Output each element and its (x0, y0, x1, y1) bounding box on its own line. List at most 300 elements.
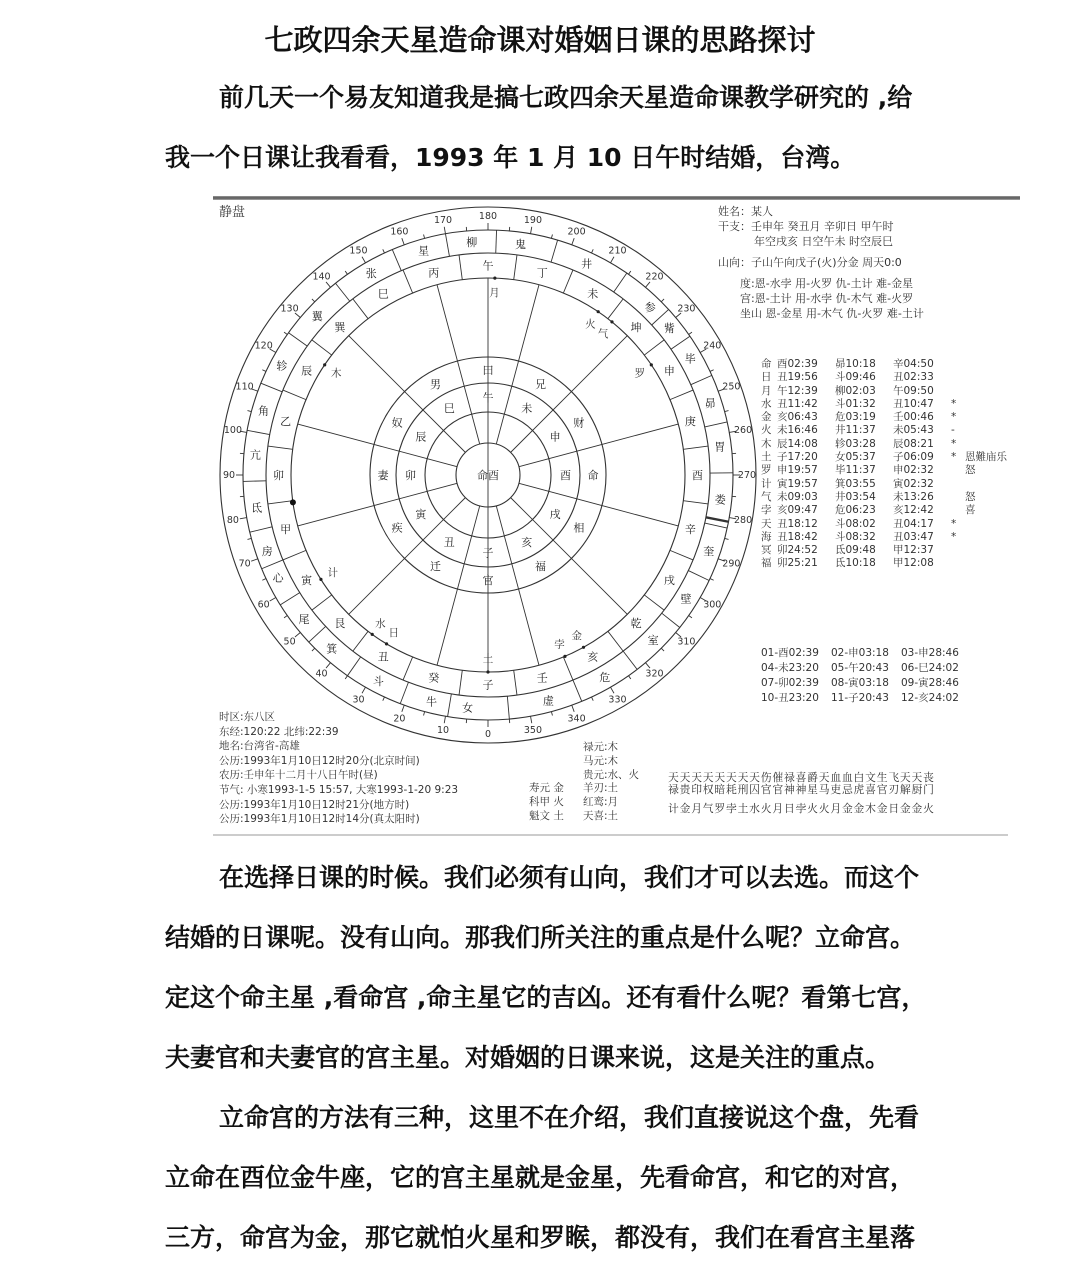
palace-label: 疾 (391, 521, 403, 535)
planet-cell-b: 毕11:37 (835, 464, 876, 477)
stem-branch-divider (268, 501, 293, 504)
house-cusp: 01-酉02:39 (761, 647, 819, 659)
planet-cell-a: 卯24:52 (777, 544, 818, 557)
stem-branch-label: 戌 (663, 573, 675, 587)
mansion-divider (309, 626, 326, 642)
shanxiang-line: 山向：子山午向戊子(火)分金 周天0:0 (718, 256, 902, 269)
planet-row (761, 504, 1025, 517)
mansion-divider (392, 249, 401, 270)
mansion-divider (335, 283, 349, 301)
planet-cell-a: 未09:03 (777, 490, 818, 503)
yuan-key: 羊刃: (583, 782, 608, 795)
stem-branch-label: 庚 (684, 414, 696, 428)
planet-cell-a: 亥09:47 (777, 504, 818, 517)
planet-cell-a: 午12:39 (777, 384, 818, 397)
planet-table (761, 358, 1025, 571)
location-line: 地名:台湾省-高雄 (219, 740, 300, 753)
planet-row (761, 518, 1025, 531)
degree-label: 190 (523, 214, 543, 226)
planet-cell-a: 酉02:39 (777, 358, 818, 370)
planet-cell-mark: * (951, 530, 957, 543)
stem-branch-divider (459, 670, 462, 695)
degree-tick (383, 249, 385, 253)
degree-tick (661, 648, 664, 651)
yuan-item (583, 796, 639, 810)
degree-tick (295, 632, 300, 636)
mansion-divider (243, 481, 266, 482)
stem-branch-label: 午 (482, 259, 494, 273)
degree-tick (531, 227, 532, 234)
palace-label: 福 (535, 559, 546, 573)
degree-label: 90 (222, 470, 236, 481)
yuan-key: 魁文 (529, 810, 554, 822)
house-row (761, 661, 971, 676)
house-cusp: 08-寅03:18 (831, 677, 889, 689)
house-spoke-inner (405, 498, 466, 559)
mansion-divider (347, 657, 360, 676)
intro-line: 前几天一个易友知道我是搞七政四余天星造命课教学研究的 ,给 (219, 83, 913, 112)
mansion-divider (280, 593, 300, 605)
planet-cell-c: 丑10:47 (893, 397, 934, 410)
house-cusp: 03-申28:46 (901, 647, 959, 659)
planet-dot (323, 363, 326, 366)
palace-label: 兄 (535, 378, 546, 392)
paragraph-3 (165, 1088, 975, 1268)
chart-header (718, 204, 924, 321)
planet-cell-note: 怒 (965, 490, 976, 503)
stem-branch-label: 卯 (273, 469, 284, 482)
planet-cell-a: 子17:20 (777, 451, 818, 464)
document-title: 七政四余天星造命课对婚姻日课的思路探讨 (264, 23, 816, 57)
planet-cell-b: 柳02:03 (835, 384, 876, 397)
stem-branch-label: 寅 (301, 573, 313, 587)
house-spoke-inner (457, 361, 479, 444)
planet-cell-star: 冥 (761, 544, 772, 557)
mansion-label: 张 (365, 266, 377, 280)
mansion-divider (261, 383, 282, 392)
degree-tick (362, 257, 366, 263)
paragraph-line: 三方，命宫为金，那它就怕火星和罗睺，都没有，我们在看宫主星落 (165, 1223, 916, 1252)
degree-label: 240 (703, 340, 722, 352)
degree-label: 20 (393, 713, 406, 725)
degree-label: 140 (312, 271, 331, 283)
mansion-label: 胃 (714, 440, 726, 454)
stem-branch-label: 申 (663, 364, 675, 378)
stem-branch-label: 壬 (536, 671, 548, 685)
degree-tick (247, 538, 251, 539)
degree-tick (362, 687, 366, 693)
paragraph-line: 立命宫的方法有三种，这里不在介绍，我们直接说这个盘，先看 (219, 1103, 920, 1132)
degree-tick (645, 663, 649, 668)
palace-label: 男 (430, 378, 441, 392)
stem-branch-label: 丙 (428, 266, 440, 280)
inner-branch-label: 丑 (443, 536, 455, 550)
paragraph-2 (165, 848, 975, 1088)
planet-row (761, 385, 1025, 398)
house-cusp-table (761, 646, 971, 706)
planet-cell-a: 丑18:12 (777, 517, 818, 530)
planet-cell-star: 海 (761, 530, 772, 543)
planet-cell-b: 斗09:46 (835, 371, 876, 384)
planet-cell-star: 水 (761, 397, 772, 410)
house-cusp: 06-巳24:02 (901, 662, 959, 674)
degree-tick (312, 648, 315, 651)
mansion-divider (705, 523, 727, 528)
degree-tick (611, 687, 615, 693)
yuan-item (583, 810, 639, 824)
paragraph-line: 在选择日课的时候。我们必须有山向，我们才可以去选。而这个 (219, 863, 920, 892)
location-line: 公历:1993年1月10日12时21分(地方时) (219, 798, 410, 811)
stem-branch-label: 丁 (536, 266, 548, 280)
degree-label: 340 (567, 713, 586, 725)
planet-cell-b: 昴10:18 (835, 358, 876, 370)
house-cusp: 10-丑23:20 (761, 692, 819, 704)
mansion-label: 角 (258, 404, 270, 418)
degree-tick (444, 227, 445, 234)
degree-label: 300 (703, 599, 722, 611)
planet-cell-mark: * (951, 397, 957, 410)
stem-branch-divider (353, 299, 368, 319)
mansion-divider (691, 375, 712, 384)
planet-cell-star: 火 (761, 424, 772, 437)
stem-branch-divider (459, 255, 462, 280)
house-cusp: 05-午20:43 (831, 662, 889, 674)
planet-cell-c: 亥12:42 (893, 504, 934, 517)
degree-tick (270, 598, 276, 602)
stem-branch-label: 乙 (280, 414, 292, 428)
planet-row (761, 478, 1025, 491)
degree-label: 260 (733, 425, 753, 437)
house-cusp: 12-亥24:02 (901, 692, 959, 704)
mansion-label: 鬼 (514, 237, 526, 251)
stem-branch-divider (514, 670, 517, 695)
degree-label: 170 (433, 214, 453, 226)
planet-cell-star: 福 (761, 557, 772, 570)
degree-label: 210 (608, 245, 627, 257)
planet-cell-b: 斗08:02 (835, 517, 876, 530)
degree-tick (725, 411, 729, 412)
degree-tick (284, 332, 287, 334)
stem-branch-divider (644, 340, 664, 355)
mansion-divider (262, 560, 283, 569)
planet-cell-b: 井03:54 (835, 490, 876, 503)
stem-branch-divider (268, 446, 293, 449)
stem-branch-label: 子 (482, 678, 494, 692)
degree-label: 320 (645, 668, 664, 680)
yuan-value: 水、火 (607, 768, 640, 781)
paragraph-line: 夫妻官和夫妻官的宫主星。对婚姻的日课来说，这是关注的重点。 (165, 1043, 891, 1072)
stem-branch-divider (403, 270, 413, 293)
planet-cell-a: 亥06:43 (777, 411, 818, 424)
mansion-divider (250, 527, 272, 532)
shensha-row: 禄贵印权暗耗刑囚官官神神星马吏忌虎喜官刃解厨门 (668, 783, 935, 796)
degree-tick (689, 616, 692, 618)
mansion-label: 斗 (372, 675, 384, 689)
stem-branch-divider (670, 550, 693, 560)
house-spoke-inner (511, 392, 572, 453)
house-spoke-inner (496, 361, 518, 444)
mansion-divider (289, 333, 308, 346)
planet-cell-star: 计 (761, 477, 772, 490)
yuan-item (583, 769, 639, 783)
planet-mark: 计 (327, 566, 339, 579)
house-spoke (602, 506, 678, 526)
location-line: 节气: 小寒1993-1-5 15:57, 大寒1993-1-20 9:23 (219, 783, 459, 796)
degree-tick (251, 559, 258, 561)
degree-label: 110 (235, 381, 254, 393)
inner-branch-label: 子 (482, 546, 494, 560)
house-spoke-inner (405, 392, 466, 453)
stem-branch-divider (283, 550, 306, 560)
astrology-chart (213, 196, 1020, 836)
mansion-divider (247, 430, 270, 434)
degree-tick (572, 238, 574, 245)
yuan-item (529, 809, 564, 823)
mansion-divider (507, 696, 509, 719)
degree-tick (284, 616, 287, 618)
planet-cell-c: 寅02:32 (893, 477, 934, 490)
planet-cell-b: 氐09:48 (835, 544, 876, 557)
intro-paragraph (165, 68, 975, 188)
stem-branch-divider (312, 595, 332, 610)
paragraph-line: 结婚的日课呢。没有山向。那我们所关注的重点是什么呢？立命宫。 (165, 923, 916, 952)
du-line: 度:恩-水孛 用-火罗 仇-土计 难-金星 (740, 277, 914, 290)
planet-cell-c: 甲12:08 (893, 557, 934, 570)
planet-row (761, 358, 1025, 371)
inner-branch-label: 巳 (443, 401, 455, 415)
inner-branch-label: 辰 (415, 430, 427, 444)
degree-tick (326, 282, 330, 287)
stem-branch-divider (670, 390, 693, 400)
mansion-label: 觜 (663, 322, 675, 336)
planet-row (761, 531, 1025, 544)
yuan-item (529, 795, 564, 809)
house-spoke-inner (511, 498, 572, 559)
stem-branch-divider (608, 631, 623, 651)
stem-branch-label: 乾 (630, 617, 642, 631)
degree-tick (424, 234, 425, 238)
mansion-divider (662, 613, 680, 627)
planet-cell-star: 木 (761, 437, 772, 450)
planet-cell-c: 辛04:50 (893, 358, 934, 370)
ganzhi-line: 干支：壬申年 癸丑月 辛卯日 甲午时 (718, 220, 894, 233)
mansion-label: 女 (462, 701, 474, 715)
mansion-label: 毕 (684, 352, 696, 366)
kongwang-line: 年空戌亥 日空午未 时空辰巳 (754, 235, 893, 248)
mansion-label: 房 (261, 545, 273, 559)
degree-tick (240, 518, 247, 519)
planet-cell-mark: * (951, 451, 957, 464)
yuan-value: 月 (607, 796, 619, 809)
degree-label: 30 (352, 694, 365, 706)
mansion-label: 牛 (426, 695, 438, 709)
house-spoke-inner (496, 506, 518, 589)
inner-branch-label: 酉 (560, 469, 571, 482)
house-spoke-inner (374, 444, 457, 466)
house-cusp: 04-未23:20 (761, 662, 819, 674)
stem-branch-label: 艮 (334, 617, 346, 631)
house-spoke-inner (519, 444, 602, 466)
mansion-label: 氐 (251, 501, 263, 515)
inner-branch-label: 亥 (521, 536, 533, 550)
stem-branch-label: 丑 (377, 650, 389, 664)
shensha-row: 天天天天天天天天伤催禄喜爵天血血白文生飞天天丧 (668, 771, 935, 784)
planet-cell-a: 辰14:08 (777, 437, 818, 450)
location-line: 公历:1993年1月10日12时20分(北京时间) (219, 754, 420, 767)
house-spoke-inner (374, 483, 457, 505)
planet-cell-c: 丑03:47 (893, 530, 934, 543)
mansion-divider (551, 240, 558, 262)
degree-label: 220 (645, 271, 664, 283)
mansion-label: 虚 (542, 694, 554, 708)
planet-row (761, 491, 1025, 504)
planet-cell-c: 辰08:21 (893, 437, 934, 450)
stem-branch-label: 酉 (692, 469, 703, 482)
house-row (761, 691, 971, 706)
degree-label: 330 (608, 694, 627, 706)
stem-branch-label: 巳 (377, 287, 389, 301)
mansion-label: 昴 (704, 396, 716, 410)
planet-cell-c: 未05:43 (893, 424, 934, 437)
planet-dot (610, 320, 613, 323)
degree-tick (592, 249, 594, 253)
palace-label: 妻 (377, 469, 389, 482)
degree-tick (312, 299, 315, 302)
house-spoke-inner (519, 483, 602, 505)
mansion-label: 娄 (714, 493, 726, 507)
stem-branch-label: 未 (587, 287, 599, 301)
yuan-key: 寿元 (529, 782, 554, 794)
planet-row (761, 451, 1025, 464)
mansion-label: 参 (644, 301, 656, 315)
location-info (219, 710, 458, 827)
palace-label: 迁 (430, 559, 441, 573)
house-spoke (519, 285, 539, 361)
planet-mark: 罗 (634, 367, 645, 380)
degree-tick (645, 282, 649, 287)
planet-cell-star: 金 (761, 411, 772, 424)
yuan-item (583, 741, 639, 755)
planet-cell-b: 氐10:18 (835, 557, 876, 570)
planet-cell-b: 轸03:28 (835, 437, 876, 450)
location-line: 东经:120:22 北纬:22:39 (219, 725, 339, 738)
degree-label: 200 (567, 226, 586, 238)
degree-label: 270 (737, 470, 757, 481)
house-spoke (571, 558, 627, 614)
degree-label: 250 (722, 381, 741, 393)
planet-cell-b: 女05:37 (835, 451, 876, 464)
planet-dot (371, 633, 374, 636)
degree-label: 280 (733, 514, 753, 526)
degree-label: 160 (390, 226, 409, 238)
planet-cell-mark: * (951, 437, 957, 450)
mansion-label: 室 (647, 634, 659, 648)
planet-row (761, 544, 1025, 557)
planet-row (761, 411, 1025, 424)
planet-dot (582, 646, 585, 649)
degree-tick (710, 579, 714, 581)
house-spoke (349, 336, 405, 392)
inner-branch-label: 寅 (415, 507, 427, 521)
degree-label: 310 (677, 636, 696, 648)
degree-label: 70 (238, 558, 251, 570)
degree-tick (592, 697, 594, 701)
mansion-divider (705, 422, 727, 427)
planet-cell-a: 申19:57 (777, 464, 818, 477)
yuan-value: 土 (607, 809, 619, 822)
yuan-value: 金 (553, 782, 564, 794)
house-cusp: 09-寅28:46 (901, 677, 959, 689)
paragraph-line: 定这个命主星 ,看命宫 ,命主星它的吉凶。还有看什么呢？看第七宫， (165, 983, 927, 1012)
house-row (761, 676, 971, 691)
degree-label: 130 (280, 303, 299, 315)
mansion-label: 奎 (703, 545, 715, 559)
stem-branch-divider (563, 657, 573, 680)
stem-branch-label: 癸 (428, 671, 440, 685)
stem-branch-divider (283, 390, 306, 400)
mansion-label: 星 (418, 244, 430, 258)
name-line: 姓名：某人 (718, 205, 773, 218)
mansion-label: 心 (272, 571, 284, 585)
degree-label: 150 (349, 245, 368, 257)
stem-branch-divider (644, 595, 664, 610)
yuan-value: 土 (553, 810, 564, 822)
yuan-item (529, 781, 564, 795)
stem-branch-label: 巽 (334, 320, 346, 334)
degree-label: 120 (254, 340, 273, 352)
planet-cell-star: 天 (761, 517, 772, 530)
inner-branch-label: 午 (482, 391, 494, 405)
mansion-label: 尾 (298, 612, 310, 626)
degree-tick (551, 234, 552, 238)
planet-dot (650, 363, 653, 366)
palace-label: 命 (587, 469, 599, 482)
inner-branch-label: 卯 (405, 469, 416, 482)
degree-tick (531, 716, 532, 723)
planet-dot (319, 578, 322, 581)
planet-cell-c: 丑02:33 (893, 371, 934, 384)
planet-mark: 木 (331, 367, 342, 380)
planet-row (761, 371, 1025, 384)
chart-bottom-rule (213, 834, 1008, 836)
degree-tick (551, 712, 552, 716)
planet-dot (486, 670, 489, 673)
house-cusp: 07-卯02:39 (761, 677, 819, 689)
mansion-divider (623, 651, 637, 669)
planet-dot (493, 277, 496, 280)
planet-cell-b: 斗01:32 (835, 397, 876, 410)
degree-label: 10 (436, 725, 450, 737)
stem-branch-label: 辰 (301, 364, 313, 378)
palace-label: 相 (573, 521, 585, 535)
degree-label: 50 (283, 636, 296, 648)
stem-branch-divider (683, 446, 708, 449)
degree-tick (402, 238, 404, 245)
palace-label: 官 (482, 574, 494, 587)
mansion-label: 亢 (249, 448, 261, 462)
planet-mark: 气 (597, 327, 609, 340)
degree-label: 40 (315, 668, 328, 680)
degree-label: 80 (226, 514, 239, 526)
ascendant-dot (290, 499, 296, 505)
degree-tick (661, 299, 664, 302)
chart-label: 静盘 (219, 205, 246, 220)
center-label: 命酉 (477, 469, 499, 482)
inner-branch-label: 未 (521, 401, 533, 415)
mansion-divider (614, 273, 627, 292)
house-spoke (571, 336, 627, 392)
stem-branch-label: 辛 (684, 523, 696, 537)
